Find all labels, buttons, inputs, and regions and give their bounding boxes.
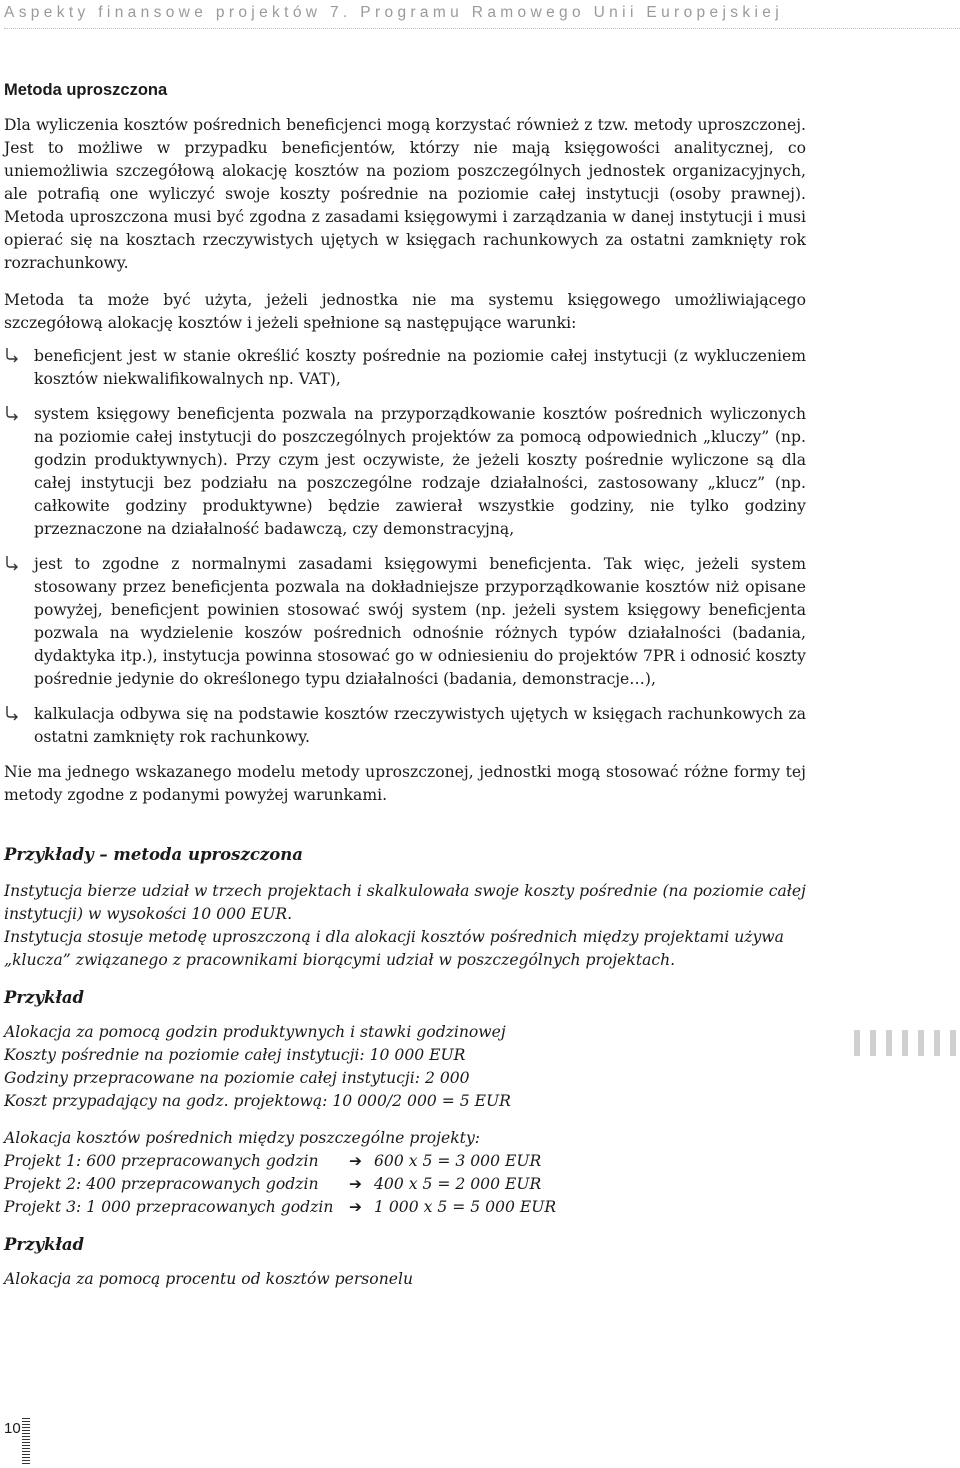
allocation-block bbox=[4, 1127, 806, 1219]
list-item-text: jest to zgodne z normalnymi zasadami księgowymi beneficjenta. Tak więc, jeżeli system stosowany przez beneficjenta pozwala na dokładniejsze przyporządkowanie kosztów niż opisane powyżej, beneficjent powinien stosować swój system (np. jeżeli system księgowy beneficjenta pozwala na wydzielenie koszów pośrednich odnośnie różnych typów działalności (badania, dydaktyka itp.), instytucja powinna stosować go w odniesieniu do projektów 7PR i odnosić koszty pośrednie jedynie do określonego typu działalności (badania, demonstracje…), bbox=[34, 555, 806, 688]
project-name: Projekt 2: 400 przepracowanych godzin bbox=[4, 1175, 319, 1193]
page-number: 10 bbox=[4, 1420, 21, 1437]
page-content bbox=[4, 78, 806, 1305]
project-row bbox=[4, 1173, 806, 1196]
list-item-text: kalkulacja odbywa się na podstawie kosztów rzeczywistych ujętych w księgach rachunkowych za ostatni zamknięty rok rachunkowy. bbox=[34, 705, 806, 746]
project-row bbox=[4, 1196, 806, 1219]
project-calculation: 400 x 5 = 2 000 EUR bbox=[374, 1175, 542, 1193]
hook-arrow-icon bbox=[4, 705, 20, 721]
list-item bbox=[4, 403, 806, 541]
project-name: Projekt 3: 1 000 przepracowanych godzin bbox=[4, 1198, 334, 1216]
right-arrow-icon: ➔ bbox=[349, 1152, 363, 1170]
list-item bbox=[4, 703, 806, 749]
hook-arrow-icon bbox=[4, 347, 20, 363]
example-heading: Przykład bbox=[4, 988, 85, 1007]
project-name: Projekt 1: 600 przepracowanych godzin bbox=[4, 1152, 319, 1170]
closing-paragraph: Nie ma jednego wskazanego modelu metody uproszczonej, jednostki mogą stosować różne formy tej metody zgodne z podanymi powyżej warunkami. bbox=[4, 763, 806, 804]
examples-intro bbox=[4, 880, 806, 972]
example-line: Koszty pośrednie na poziomie całej instytucji: 10 000 EUR bbox=[4, 1046, 466, 1064]
margin-decoration bbox=[854, 1030, 960, 1056]
example-line: Alokacja za pomocą godzin produktywnych i stawki godzinowej bbox=[4, 1023, 506, 1041]
right-arrow-icon: ➔ bbox=[349, 1175, 363, 1193]
example-line: Godziny przepracowane na poziomie całej instytucji: 2 000 bbox=[4, 1069, 470, 1087]
example-heading: Przykład bbox=[4, 1235, 85, 1254]
header-divider bbox=[4, 28, 960, 29]
list-item bbox=[4, 553, 806, 691]
project-calculation: 1 000 x 5 = 5 000 EUR bbox=[374, 1198, 557, 1216]
list-item bbox=[4, 345, 806, 391]
examples-intro-line: Instytucja bierze udział w trzech projektach i skalkulowała swoje koszty pośrednie (na poziomie całej instytucji) w wysokości 10 000 EUR. bbox=[4, 882, 806, 923]
allocation-heading: Alokacja kosztów pośrednich między poszczególne projekty: bbox=[4, 1129, 481, 1147]
example-description bbox=[4, 1268, 806, 1291]
conditions-intro: Metoda ta może być użyta, jeżeli jednostka nie ma systemu księgowego umożliwiającego szczegółową alokację kosztów i jeżeli spełnione są następujące warunki: bbox=[4, 291, 806, 332]
project-calculation: 600 x 5 = 3 000 EUR bbox=[374, 1152, 542, 1170]
right-arrow-icon: ➔ bbox=[349, 1198, 363, 1216]
page-number-decoration bbox=[22, 1418, 30, 1466]
project-row bbox=[4, 1150, 806, 1173]
hook-arrow-icon bbox=[4, 555, 20, 571]
conditions-list bbox=[4, 345, 806, 749]
example-calculation bbox=[4, 1021, 806, 1113]
list-item-text: beneficjent jest w stanie określić koszty pośrednie na poziomie całej instytucji (z wykluczeniem kosztów niekwalifikowalnych np. VAT), bbox=[34, 347, 806, 388]
example-line: Koszt przypadający na godz. projektową: 10 000/2 000 = 5 EUR bbox=[4, 1092, 511, 1110]
examples-heading: Przykłady – metoda uproszczona bbox=[4, 845, 303, 864]
examples-intro-line: Instytucja stosuje metodę uproszczoną i dla alokacji kosztów pośrednich między projektami używa „klucza” związanego z pracownikami biorącymi udział w poszczególnych projektach. bbox=[4, 928, 784, 969]
hook-arrow-icon bbox=[4, 405, 20, 421]
example-line: Alokacja za pomocą procentu od kosztów personelu bbox=[4, 1270, 414, 1288]
section-heading: Metoda uproszczona bbox=[4, 81, 168, 99]
intro-paragraph: Dla wyliczenia kosztów pośrednich beneficjenci mogą korzystać również z tzw. metody uproszczonej. Jest to możliwe w przypadku beneficjentów, którzy nie mają księgowości analitycznej, co uniemożliwia szczegółową alokację kosztów na poziom poszczególnych jednostek organizacyjnych, ale potrafią one wyliczyć swoje koszty pośrednie na poziomie całej instytucji (osoby prawnej). Metoda uproszczona musi być zgodna z zasadami księgowymi i zarządzania w danej instytucji i musi opierać się na kosztach rzeczywistych ujętych w księgach rachunkowych za ostatni zamknięty rok rozrachunkowy. bbox=[4, 116, 806, 272]
list-item-text: system księgowy beneficjenta pozwala na przyporządkowanie kosztów pośrednich wyliczonych na poziomie całej instytucji do poszczególnych projektów za pomocą odpowiednich „kluczy” (np. godzin produktywnych). Przy czym jest oczywiste, że jeżeli koszty pośrednie wyliczone są dla całej instytucji bez podziału na poszczególne rodzaje działalności, zastosowany „klucz” (np. całkowite godziny produktywne) będzie zawierał wszystkie godziny, nie tylko godziny przeznaczone na działalność badawczą, czy demonstracyjną, bbox=[34, 405, 806, 538]
running-header: Aspekty finansowe projektów 7. Programu Ramowego Unii Europejskiej bbox=[4, 4, 784, 21]
